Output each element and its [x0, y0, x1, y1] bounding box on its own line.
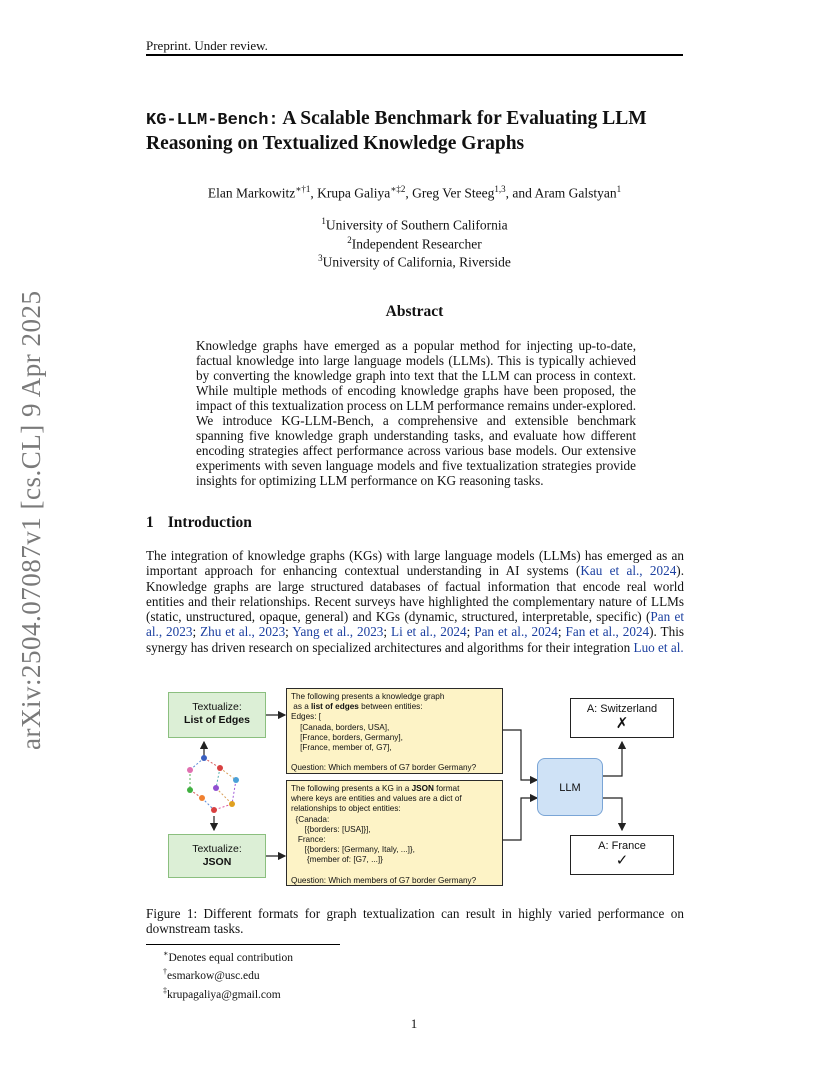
author-list: Elan Markowitz$^{∗\dagger 1}$, Krupa Galiya$^{∗\ddagger 2}$, Greg Ver Steeg$^{1,3}$, and Aram Galstyan$^1$ — [207, 184, 622, 201]
affiliation-name: University of Southern California — [325, 217, 508, 233]
citation-separator: ; — [285, 624, 293, 640]
prompt-line: {member of: [G7, ...]} — [291, 855, 383, 865]
author-marker: 1,3 — [494, 184, 506, 194]
prompt-line — [291, 866, 498, 876]
citation-link[interactable]: Fan et al., 2024 — [565, 624, 650, 640]
abstract-body: Knowledge graphs have emerged as a popular method for injecting up-to-date, factual knowledge into large language models (LLMs). This is typically achieved by converting the knowledge graph into text that the LLM can process in context. While multiple methods of encoding knowledge graphs have been proposed, the impact of this textualization process on LLM performance remains under-explored. We introduce KG-LLM-Bench, a comprehensive and extensible benchmark spanning five knowledge graph understanding tasks, and evaluate how different encoding strategies affect performance across various base models. Our extensive experiments with seven language models and five textualization strategies provide insights for optimizing LLM performance on KG reasoning tasks. — [196, 338, 636, 488]
arxiv-stamp: arXiv:2504.07087v1 [cs.CL] 9 Apr 2025 — [16, 290, 46, 750]
footnote-marker: † — [163, 967, 167, 977]
footnote — [163, 965, 293, 983]
abstract-heading: Abstract — [385, 303, 444, 320]
intro-text: ). Knowledge graphs are large structured databases of factual information that encode real world entities and their relationships. Recent surveys have highlighted the complementary nature of LLMs (static, unstructured, opaque, general) and KGs (dynamic, structured, interpretable, specific) ( — [146, 563, 684, 625]
footnote-text: Denotes equal contribution — [168, 951, 293, 964]
citation-link[interactable]: Li et al., 2024 — [391, 624, 467, 640]
textualize-format: List of Edges — [184, 714, 250, 726]
citation-link[interactable]: Luo et al. — [633, 639, 684, 655]
cross-icon: ✗ — [615, 715, 629, 732]
prompt-line: where keys are entities and values are a dict of — [291, 794, 462, 804]
prompt-line: The following presents a knowledge graph — [291, 692, 445, 701]
title-line1: A Scalable Benchmark for Evaluating LLM — [278, 108, 647, 129]
footnote-text[interactable]: krupagaliya@gmail.com — [167, 988, 281, 1001]
prompt-line: Edges: [ — [291, 712, 322, 722]
author-name: Krupa Galiya — [317, 185, 391, 201]
prompt-line: France: — [291, 835, 326, 845]
textualize-json-box — [168, 834, 266, 878]
prompt-line: relationships to object entities: — [291, 804, 401, 814]
citation-link[interactable]: Zhu et al., 2023 — [200, 624, 286, 640]
prompt-line — [291, 753, 498, 763]
author-name: Elan Markowitz — [207, 185, 296, 201]
section-number: 1 — [146, 514, 154, 531]
footnotes — [163, 947, 293, 1002]
section-heading — [146, 514, 252, 532]
intro-text: The integration of knowledge graphs (KGs) with large language models (LLMs) has emerged as an important approach for enhancing contextual understanding in AI systems ( — [146, 548, 684, 579]
affiliation-name: University of California, Riverside — [322, 254, 511, 270]
footnote-rule — [146, 944, 340, 945]
footnote-marker: ∗ — [163, 949, 169, 958]
figure-caption: Figure 1: Different formats for graph textualization can result in highly varied performance on downstream tasks. — [146, 906, 684, 937]
affiliations — [146, 214, 683, 270]
prompt-line: [France, borders, Germany], — [291, 732, 403, 742]
citation-link[interactable]: Pan et al., 2024 — [474, 624, 558, 640]
author-marker: ∗‡2 — [390, 184, 406, 194]
intro-text: ). This synergy has driven research on specialized architectures and algorithms for their integration — [146, 624, 684, 655]
footnote — [163, 984, 293, 1002]
prompt-line: {Canada: — [291, 814, 330, 824]
graph-icon — [187, 742, 239, 830]
textualize-format: JSON — [202, 856, 232, 868]
affiliation-marker: 2 — [347, 234, 352, 245]
author-name: Greg Ver Steeg — [412, 185, 495, 201]
section-title: Introduction — [167, 514, 252, 531]
citation-link[interactable]: Kau et al., 2024 — [580, 563, 677, 579]
prompt-line: [{borders: [USA]}], — [291, 824, 371, 834]
title-line2: Reasoning on Textualized Knowledge Graphs — [146, 133, 525, 154]
figure-1 — [146, 680, 684, 895]
answer-label: A: Switzerland — [586, 703, 658, 715]
prompt-line: [{borders: [Germany, Italy, ...]}, — [291, 845, 415, 855]
llm-box: LLM — [537, 758, 603, 816]
prompt-line: [Canada, borders, USA], — [291, 722, 390, 732]
prompt-line: The following presents a KG in a JSON format — [291, 784, 460, 793]
affiliation-name: Independent Researcher — [351, 236, 482, 251]
prompt-edges — [286, 688, 503, 774]
author-marker: 1 — [616, 184, 622, 194]
affiliation — [146, 233, 683, 252]
citation-separator: ; — [383, 624, 392, 640]
footnote-text[interactable]: esmarkow@usc.edu — [167, 970, 260, 983]
prompt-line: Question: Which members of G7 border Germany? — [291, 763, 477, 773]
affiliation — [146, 214, 683, 233]
textualize-label: Textualize: — [192, 843, 242, 855]
footnote — [163, 947, 293, 965]
running-header: Preprint. Under review. — [146, 38, 268, 53]
header-rule — [146, 54, 683, 56]
author-marker: ∗†1 — [295, 184, 311, 194]
textualize-label: Textualize: — [192, 701, 242, 713]
answer-switzerland — [570, 698, 674, 738]
citation-separator: ; — [466, 624, 475, 640]
textualize-edges-box — [168, 692, 266, 738]
citation-separator: ; — [192, 624, 201, 640]
footnote-marker: ‡ — [163, 985, 167, 995]
citation-link[interactable]: Pan et al., 2023 — [146, 609, 684, 640]
paper-title — [146, 107, 706, 155]
author-name: and Aram Galstyan — [512, 185, 617, 201]
citation-link[interactable]: Yang et al., 2023 — [292, 624, 384, 640]
answer-france — [570, 835, 674, 875]
affiliation-marker: 3 — [318, 253, 323, 263]
affiliation-marker: 1 — [321, 216, 326, 226]
citation-separator: ; — [557, 624, 566, 640]
page-number: 1 — [410, 1016, 418, 1031]
prompt-json — [286, 780, 503, 886]
affiliation — [146, 251, 683, 270]
prompt-line: [France, member of, G7], — [291, 743, 392, 753]
title-benchmark-name: KG-LLM-Bench: — [146, 111, 279, 130]
prompt-line: Question: Which members of G7 border Germany? — [291, 875, 477, 885]
answer-label: A: France — [598, 840, 646, 852]
prompt-line: as a list of edges between entities: — [291, 702, 423, 712]
intro-paragraph — [146, 548, 684, 655]
check-icon: ✓ — [615, 852, 629, 869]
